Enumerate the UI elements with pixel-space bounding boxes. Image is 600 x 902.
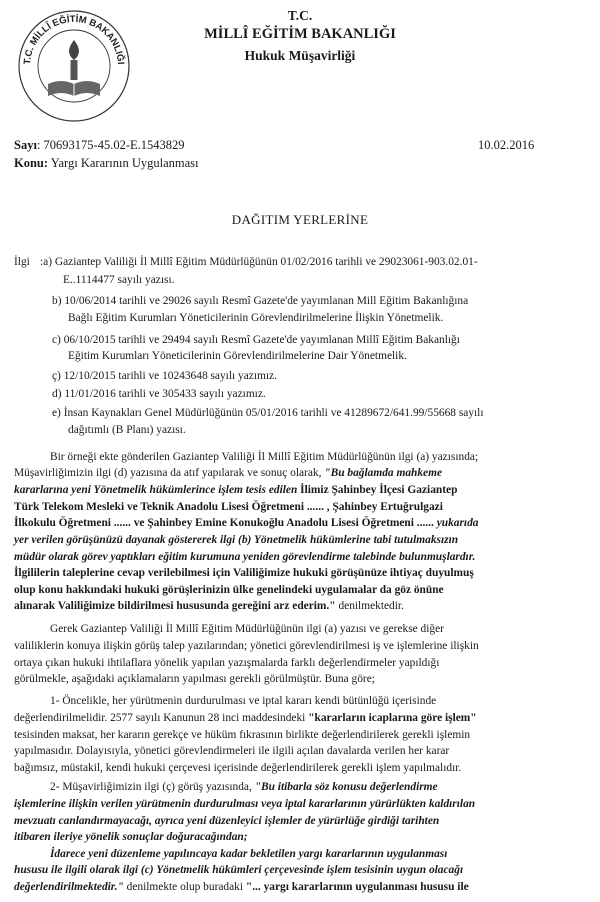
logo-text: T.C. MİLLÎ EĞİTİM BAKANLIĞI [21, 13, 126, 65]
p3-line4: yapılmasıdır. Dolayısıyla, yönetici görevlendirmeleri ile ilgili açılan davalarda verilen her karar [14, 745, 450, 758]
p1-line1: Bir örneği ekte gönderilen Gaziantep Valiliği İl Millî Eğitim Müdürlüğünün ilgi (a) yazısında; [50, 450, 479, 463]
ilgi-e-line2: dağıtımlı (B Planı) yazısı. [68, 424, 186, 436]
p1-line5 [14, 516, 478, 530]
p1-line5-quote: yukarıda [433, 517, 479, 530]
konu-label: Konu: [14, 156, 49, 170]
p3-line2-text: değerlendirilmelidir. 2577 sayılı Kanunun 28 inci maddesindeki [14, 712, 309, 725]
ilgi-d-line: d) 11/01/2016 tarihli ve 305433 sayılı yazımız. [52, 388, 266, 400]
ilgi-c-line2: Eğitim Kurumları Yöneticilerinin Görevlendirilmelerine Dair Yönetmelik. [68, 350, 407, 363]
p4-line2: işlemlerine ilişkin verilen yürütmenin durdurulması veya iptal kararlarının yürürlükten kaldırılan [14, 797, 476, 810]
p1-line7: müdür olarak görev yaptıkları eğitim kurumuna yeniden görevlendirme talebinde bulunmuşlardır. [14, 550, 476, 563]
header-ministry: MİLLÎ EĞİTİM BAKANLIĞI [204, 26, 396, 42]
p4-line1 [50, 780, 438, 794]
ilgi-c-cedilla-line: ç) 12/10/2015 tarihli ve 10243648 sayılı yazımız. [52, 369, 277, 382]
p1-line10-text: denilmektedir. [335, 600, 404, 613]
ilgi-b-line2: Bağlı Eğitim Kurumları Yöneticilerinin Görevlendirilmelerine İlişkin Yönetmelik. [68, 312, 444, 325]
ilgi-a-line1: :a) Gaziantep Valiliği İl Millî Eğitim Müdürlüğünün 01/02/2016 tarihli ve 29023061-903.02.01- [40, 256, 478, 268]
p2-line4: görülmekle, aşağıdaki açıklamaların yapılması gerekli görülmüştür. Buna göre; [14, 673, 375, 686]
p4-line1-text: 2- Müşavirliğimizin ilgi (ç) görüş yazısında, [50, 781, 255, 794]
p1-line3-quote: kararlarına yeni Yönetmelik hükümlerince işlem tesis edilen [14, 484, 301, 496]
p4-line7-text: denilmekte olup buradaki [123, 881, 246, 893]
ilgi-e-line1: e) İnsan Kaynakları Genel Müdürlüğünün 05/01/2016 tarihli ve 41289672/641.99/55668 sayılı [52, 406, 484, 419]
p1-line3 [14, 483, 457, 497]
p3-line2-bold: "kararların icaplarına göre işlem" [308, 712, 477, 725]
header-tc: T.C. [287, 8, 313, 23]
header-department: Hukuk Müşavirliği [244, 48, 356, 63]
ilgi-c-line1: c) 06/10/2015 tarihli ve 29494 sayılı Resmî Gazete'de yayımlanan Millî Eğitim Bakanlığı [52, 333, 460, 346]
p4-line1-quote: "Bu itibarla söz konusu değerlendirme [254, 781, 438, 794]
p1-line10-bold: alınarak Valiliğimize bildirilmesi hususunda gereğini arz ederim." [14, 600, 336, 613]
ilgi-label: İlgi [14, 256, 30, 268]
p2-line2: valiliklerin konuya ilişkin görüş talep yazılarından; yönetici görevlendirilmesi iş ve işlemlerine ilişkin [14, 640, 479, 652]
konu-value: Yargı Kararının Uygulanması [50, 156, 199, 170]
p3-line5: bağımsız, müstakil, kendi hukuki çerçevesi içerisinde değerlendirilerek gerekli işlem yapılmalıdır. [14, 761, 462, 774]
p1-line10 [14, 599, 404, 613]
p1-line4: Türk Telekom Mesleki ve Teknik Anadolu Lisesi Öğretmeni ...... , Şahinbey Ertuğrulgazi [14, 500, 443, 513]
p1-line8: İlgililerin taleplerine cevap verilebilmesi için Valiliğimize hukuki görüşünüze ihtiyaç duyulmuş [14, 567, 474, 580]
sayi-line [14, 138, 185, 153]
p1-line2-text: Müşavirliğimizin ilgi (d) yazısına da atıf yapılarak ve sonuç olarak, [14, 467, 325, 480]
p4-line6: hususu ile ilgili olarak ilgi (c) Yönetmelik hükümleri çerçevesinde işlem tesisinin uygun olacağı [14, 864, 464, 877]
p2-line3: ortaya çıkan hukuki ihtilaflara yönelik yapılan yazışmalarda farklı değerlendirmeler yapıldığı [14, 656, 440, 669]
konu-line [14, 156, 199, 171]
ilgi-a-line2: E..1114477 sayılı yazısı. [63, 273, 175, 286]
p1-line3-bold: İlimiz Şahinbey İlçesi Gaziantep [300, 484, 458, 496]
p4-line7-bold: "... yargı kararlarının uygulanması hususu ile [245, 881, 469, 893]
p1-line2-quote: "Bu bağlamda mahkeme [324, 467, 443, 480]
ministry-logo-icon [14, 4, 134, 124]
p1-line9: olup konu hakkındaki hukuki görüşlerinizin ülke genelindeki uygulamalar da göz önüne [14, 583, 444, 596]
p1-line2 [14, 466, 442, 480]
p3-line2 [14, 711, 477, 725]
distribution-title: DAĞITIM YERLERİNE [231, 212, 369, 227]
sayi-label: Sayı [14, 138, 37, 152]
p4-line4: itibaren ileriye yönelik sonuçlar doğuracağından; [14, 831, 248, 844]
p4-line7 [14, 880, 469, 894]
p1-line6: yer verilen görüşünüzü dayanak göstererek ilgi (b) Yönetmelik hükümlerine tabi tutulmaksızın [14, 533, 459, 546]
p4-line7-quote: değerlendirilmektedir." [14, 881, 124, 893]
sayi-value: : 70693175-45.02-E.1543829 [36, 138, 185, 152]
p3-line3: tesisinden maksat, her kararın gerekçe ve hüküm fıkrasının birlikte değerlendirilerek gerekli işlemin [14, 728, 471, 741]
p4-line5: İdarece yeni düzenleme yapılıncaya kadar bekletilen yargı kararlarının uygulanması [50, 847, 448, 860]
p2-line1: Gerek Gaziantep Valiliği İl Millî Eğitim Müdürlüğünün ilgi (a) yazısı ve gerekse diğer [50, 623, 444, 636]
ilgi-b-line1: b) 10/06/2014 tarihli ve 29026 sayılı Resmî Gazete'de yayımlanan Mill Eğitim Bakanlığına [52, 294, 469, 307]
p3-line1: 1- Öncelikle, her yürütmenin durdurulması ve iptal kararı kendi bütünlüğü içerisinde [50, 695, 437, 708]
document-date: 10.02.2016 [478, 138, 535, 152]
p1-line5-bold: İlkokulu Öğretmeni ...... ve Şahinbey Emine Konukoğlu Anadolu Lisesi Öğretmeni ...... [14, 517, 434, 530]
p4-line3: mevzuatı canlandırmayacağı, ayrıca yeni düzenleyici işlemler de yürürlüğe girdiği tarihten [14, 814, 440, 827]
